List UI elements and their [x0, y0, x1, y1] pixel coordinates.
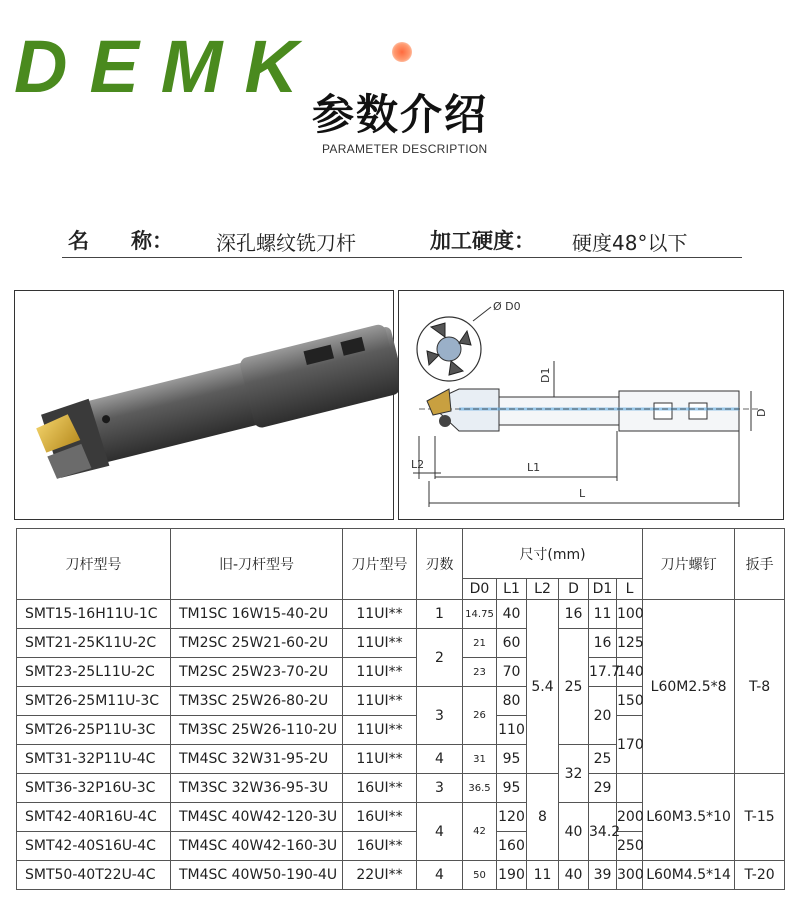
- hardness-value: 硬度48°以下: [572, 231, 688, 255]
- cell-l2: 8: [527, 774, 559, 861]
- l2-label: L2: [411, 458, 425, 471]
- cell-old-model: TM3SC 32W36-95-3U: [171, 774, 343, 803]
- cell-l: 250: [617, 832, 643, 861]
- cell-l: 100: [617, 600, 643, 629]
- cell-old-model: TM2SC 25W23-70-2U: [171, 658, 343, 687]
- cell-insert: 11UI**: [343, 629, 417, 658]
- cell-insert: 16UI**: [343, 832, 417, 861]
- cell-insert: 11UI**: [343, 658, 417, 687]
- cell-d: 40: [559, 861, 589, 890]
- cell-l: 300: [617, 861, 643, 890]
- technical-drawing-panel: [398, 290, 784, 520]
- table-row: [17, 861, 785, 890]
- cell-l1: 70: [497, 658, 527, 687]
- cell-model: SMT42-40R16U-4C: [17, 803, 171, 832]
- cell-l1: 95: [497, 774, 527, 803]
- header-d0: D0: [463, 579, 497, 600]
- page-subtitle: PARAMETER DESCRIPTION: [322, 142, 488, 156]
- cell-model: SMT23-25L11U-2C: [17, 658, 171, 687]
- cell-d1: 29: [589, 774, 617, 803]
- cell-model: SMT26-25M11U-3C: [17, 687, 171, 716]
- table-row: [17, 600, 785, 629]
- cell-l1: 40: [497, 600, 527, 629]
- spec-table: [16, 528, 785, 890]
- cell-old-model: TM4SC 40W42-160-3U: [171, 832, 343, 861]
- cell-model: SMT15-16H11U-1C: [17, 600, 171, 629]
- cell-flutes: 4: [417, 745, 463, 774]
- d1-label: D1: [539, 367, 552, 383]
- cell-l1: 80: [497, 687, 527, 716]
- cell-d: 32: [559, 745, 589, 803]
- header-l1: L1: [497, 579, 527, 600]
- cell-wrench: T-15: [735, 774, 785, 861]
- header-size: 尺寸(mm): [463, 529, 643, 579]
- cell-flutes: 3: [417, 687, 463, 745]
- header-l2: L2: [527, 579, 559, 600]
- cell-screw: L60M4.5*14: [643, 861, 735, 890]
- table-row: [17, 774, 785, 803]
- cell-old-model: TM4SC 32W31-95-2U: [171, 745, 343, 774]
- brand-dot-icon: [392, 42, 412, 62]
- cell-old-model: TM3SC 25W26-80-2U: [171, 687, 343, 716]
- header-wrench: 扳手: [735, 529, 785, 600]
- cell-insert: 16UI**: [343, 774, 417, 803]
- header-d1: D1: [589, 579, 617, 600]
- cell-l: 140: [617, 658, 643, 687]
- header-holder-model: 刀杆型号: [17, 529, 171, 600]
- cell-wrench: T-20: [735, 861, 785, 890]
- cell-d0: 26: [463, 687, 497, 745]
- cell-screw: L60M2.5*8: [643, 600, 735, 774]
- cell-l1: 95: [497, 745, 527, 774]
- cell-l: 170: [617, 716, 643, 774]
- tool-render-image: [15, 291, 392, 518]
- cell-d1: 16: [589, 629, 617, 658]
- cell-d0: 31: [463, 745, 497, 774]
- cell-flutes: 1: [417, 600, 463, 629]
- brand-logo: DEMK: [14, 25, 320, 108]
- header-l: L: [617, 579, 643, 600]
- cell-l: 150: [617, 687, 643, 716]
- cell-l1: 190: [497, 861, 527, 890]
- cell-d: 25: [559, 629, 589, 745]
- cell-l: 200: [617, 803, 643, 832]
- cell-model: SMT21-25K11U-2C: [17, 629, 171, 658]
- divider: [62, 257, 742, 258]
- name-value: 深孔螺纹铣刀杆: [216, 231, 356, 255]
- cell-l2: 5.4: [527, 600, 559, 774]
- cell-l1: 160: [497, 832, 527, 861]
- cell-d0: 14.75: [463, 600, 497, 629]
- cell-insert: 16UI**: [343, 803, 417, 832]
- cell-d0: 42: [463, 803, 497, 861]
- cell-old-model: TM3SC 25W26-110-2U: [171, 716, 343, 745]
- cell-old-model: TM4SC 40W50-190-4U: [171, 861, 343, 890]
- cell-l1: 120: [497, 803, 527, 832]
- cell-flutes: 2: [417, 629, 463, 687]
- cell-insert: 11UI**: [343, 745, 417, 774]
- cell-d0: 50: [463, 861, 497, 890]
- cell-d0: 21: [463, 629, 497, 658]
- l-label: L: [579, 487, 586, 500]
- cell-d: 40: [559, 803, 589, 861]
- header-screw: 刀片螺钉: [643, 529, 735, 600]
- tool-render-panel: [14, 290, 394, 520]
- cell-flutes: 4: [417, 861, 463, 890]
- l1-label: L1: [527, 461, 541, 474]
- cell-d1: 25: [589, 745, 617, 774]
- cell-d1: 11: [589, 600, 617, 629]
- header-old-model: 旧-刀杆型号: [171, 529, 343, 600]
- cell-d1: 39: [589, 861, 617, 890]
- cell-flutes: 3: [417, 774, 463, 803]
- cell-model: SMT42-40S16U-4C: [17, 832, 171, 861]
- cell-old-model: TM1SC 16W15-40-2U: [171, 600, 343, 629]
- name-label: 名 称：: [68, 229, 173, 253]
- cell-model: SMT26-25P11U-3C: [17, 716, 171, 745]
- cell-insert: 11UI**: [343, 716, 417, 745]
- cell-model: SMT36-32P16U-3C: [17, 774, 171, 803]
- d0-label: Ø D0: [493, 300, 521, 313]
- cell-d0: 36.5: [463, 774, 497, 803]
- cell-d1: 20: [589, 687, 617, 745]
- technical-drawing: [399, 291, 782, 518]
- header-insert-model: 刀片型号: [343, 529, 417, 600]
- page-title: 参数介绍: [312, 90, 489, 139]
- cell-model: SMT31-32P11U-4C: [17, 745, 171, 774]
- hardness-label: 加工硬度：: [430, 229, 535, 253]
- cell-l: [617, 774, 643, 803]
- cell-l1: 110: [497, 716, 527, 745]
- header-d: D: [559, 579, 589, 600]
- cell-old-model: TM2SC 25W21-60-2U: [171, 629, 343, 658]
- header-flutes: 刃数: [417, 529, 463, 600]
- cell-d1: 17.7: [589, 658, 617, 687]
- d-label: D: [755, 408, 768, 417]
- cell-d1: 34.2: [589, 803, 617, 861]
- cell-insert: 11UI**: [343, 600, 417, 629]
- cell-l: 125: [617, 629, 643, 658]
- cell-insert: 11UI**: [343, 687, 417, 716]
- cell-l2: 11: [527, 861, 559, 890]
- cell-flutes: 4: [417, 803, 463, 861]
- cell-l1: 60: [497, 629, 527, 658]
- cell-model: SMT50-40T22U-4C: [17, 861, 171, 890]
- cell-screw: L60M3.5*10: [643, 774, 735, 861]
- cell-d0: 23: [463, 658, 497, 687]
- cell-d: 16: [559, 600, 589, 629]
- cell-old-model: TM4SC 40W42-120-3U: [171, 803, 343, 832]
- cell-insert: 22UI**: [343, 861, 417, 890]
- cell-wrench: T-8: [735, 600, 785, 774]
